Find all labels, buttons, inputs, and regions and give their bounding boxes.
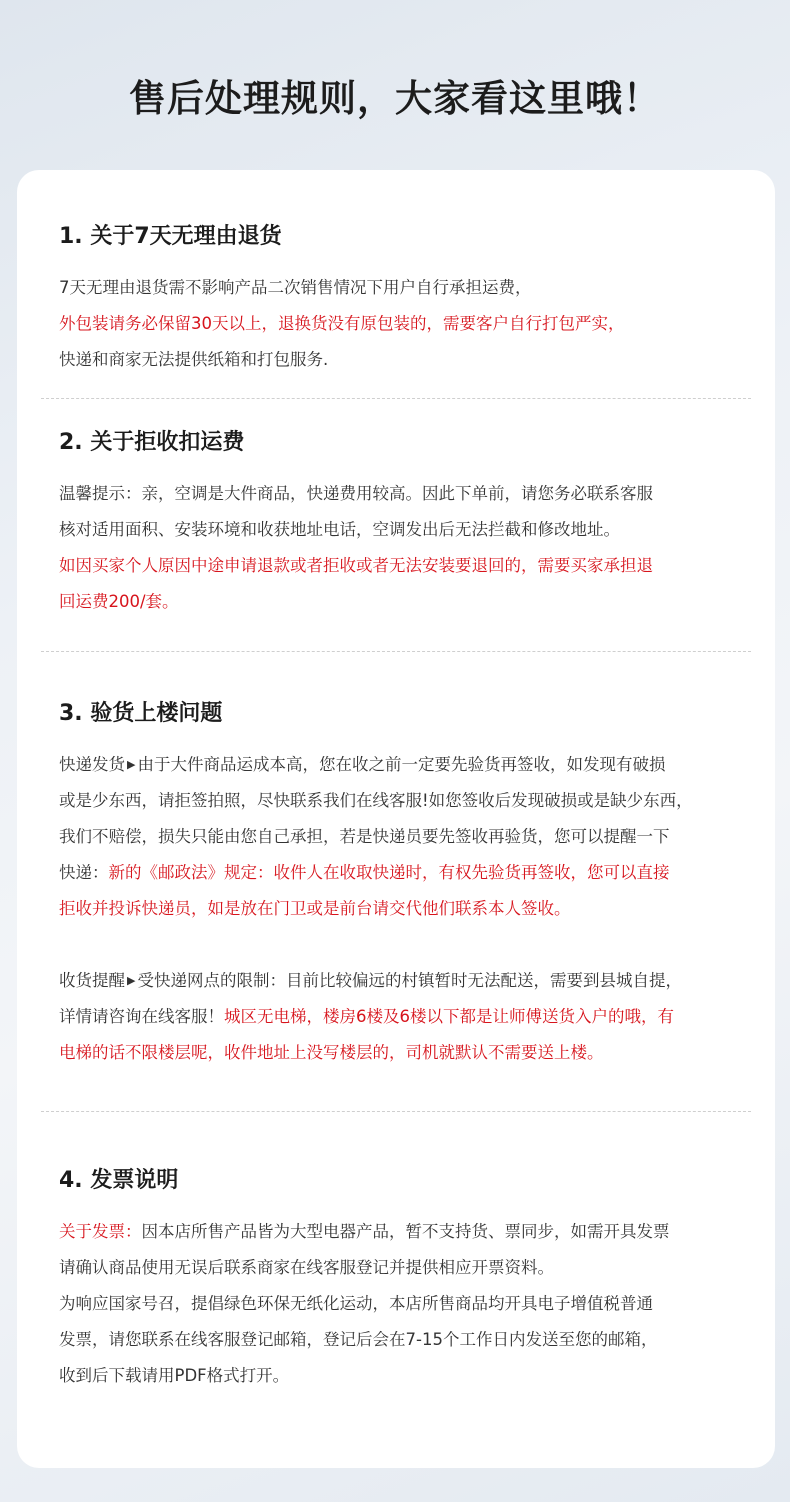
section-returns — [59, 222, 735, 378]
returns-line-1: 7天无理由退货需不影响产品二次销售情况下用户自行承担运费， — [59, 278, 532, 297]
section-heading: 3. 验货上楼问题 — [59, 701, 223, 726]
section-heading: 4. 发票说明 — [59, 1168, 179, 1193]
delivery-text: 受快递网点的限制：目前比较偏远的村镇暂时无法配送，需要到县城自提， — [137, 971, 682, 990]
invoice-line-3: 为响应国家号召，提倡绿色环保无纸化运动，本店所售商品均开具电子增值税普通 — [59, 1294, 653, 1313]
rejection-line-1: 温馨提示：亲，空调是大件商品，快递费用较高。因此下单前，请您务必联系客服 — [59, 484, 653, 503]
inspection-line-4 — [59, 855, 735, 891]
section-heading: 1. 关于7天无理由退货 — [59, 224, 282, 249]
divider — [41, 1111, 751, 1112]
invoice-label: 关于发票： — [59, 1222, 142, 1241]
invoice-text: 因本店所售产品皆为大型电器产品，暂不支持货、票同步，如需开具发票 — [141, 1222, 670, 1241]
inspection-text: 快递： — [59, 863, 109, 882]
rejection-line-4: 回运费200/套。 — [59, 592, 179, 611]
inspection-text: 由于大件商品运成本高，您在收之前一定要先验货再签收，如发现有破损 — [137, 755, 666, 774]
page-title: 售后处理规则，大家看这里哦！ — [129, 77, 661, 120]
divider — [41, 398, 751, 399]
inspection-line-5: 拒收并投诉快递员，如是放在门卫或是前台请交代他们联系本人签收。 — [59, 899, 571, 918]
rejection-line-3: 如因买家个人原因中途申请退款或者拒收或者无法安装要退回的，需要买家承担退 — [59, 556, 653, 575]
rules-card — [17, 170, 775, 1468]
section-inspection-delivery — [59, 699, 735, 1071]
invoice-line-2: 请确认商品使用无误后联系商家在线客服登记并提供相应开票资料。 — [59, 1258, 554, 1277]
divider — [41, 651, 751, 652]
invoice-line-5: 收到后下载请用PDF格式打开。 — [59, 1366, 290, 1385]
returns-line-3: 快递和商家无法提供纸箱和打包服务. — [59, 350, 329, 369]
inspection-line-2: 或是少东西，请拒签拍照，尽快联系我们在线客服!如您签收后发现破损或是缺少东西， — [59, 791, 693, 810]
rejection-line-2: 核对适用面积、安装环境和收获地址电话，空调发出后无法拦截和修改地址。 — [59, 520, 620, 539]
inspection-line-1 — [59, 747, 735, 783]
delivery-line-1 — [59, 963, 735, 999]
triangle-right-icon: ▶ — [127, 758, 136, 771]
shipping-label: 快递发货 — [59, 755, 125, 774]
section-invoice — [59, 1166, 735, 1394]
delivery-line-2 — [59, 999, 735, 1035]
elevator-text: 城区无电梯，楼房6楼及6楼以下都是让师傅送货入户的哦，有 — [224, 1007, 674, 1026]
delivery-text: 详情请咨询在线客服！ — [59, 1007, 224, 1026]
delivery-line-3: 电梯的话不限楼层呢，收件地址上没写楼层的，司机就默认不需要送上楼。 — [59, 1043, 604, 1062]
triangle-right-icon: ▶ — [127, 974, 136, 987]
inspection-line-3: 我们不赔偿，损失只能由您自己承担，若是快递员要先签收再验货，您可以提醒一下 — [59, 827, 670, 846]
postal-law-text: 新的《邮政法》规定：收件人在收取快递时，有权先验货再签收，您可以直接 — [108, 863, 670, 882]
returns-line-2: 外包装请务必保留30天以上，退换货没有原包装的，需要客户自行打包严实， — [59, 314, 625, 333]
receiving-label: 收货提醒 — [59, 971, 125, 990]
invoice-line-4: 发票，请您联系在线客服登记邮箱，登记后会在7-15个工作日内发送至您的邮箱， — [59, 1330, 658, 1349]
invoice-line-1 — [59, 1214, 735, 1250]
section-rejection-fee — [59, 428, 735, 620]
section-heading: 2. 关于拒收扣运费 — [59, 430, 245, 455]
